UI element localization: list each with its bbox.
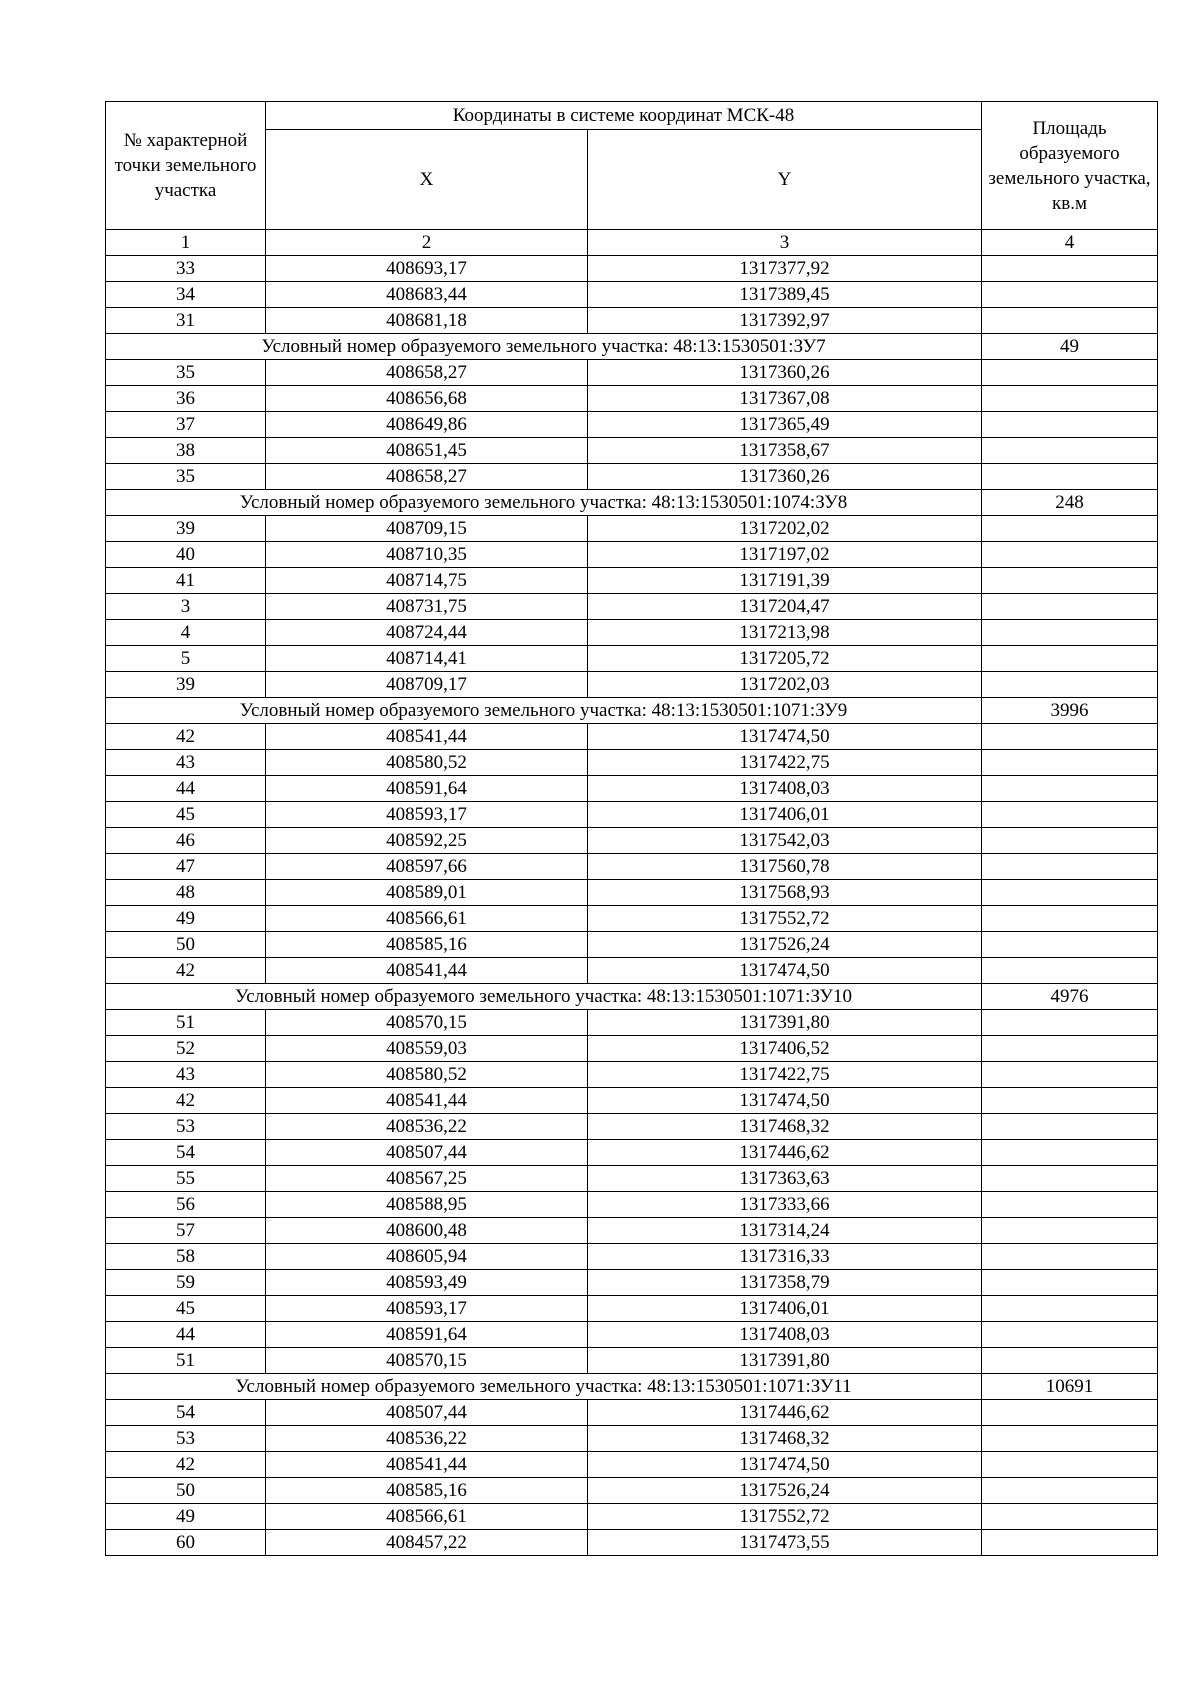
point-number-cell: 50	[106, 932, 266, 958]
x-coordinate-cell: 408681,18	[266, 308, 588, 334]
point-number-cell: 37	[106, 412, 266, 438]
area-cell	[982, 1322, 1158, 1348]
point-number-cell: 53	[106, 1114, 266, 1140]
area-cell	[982, 1088, 1158, 1114]
x-coordinate-cell: 408683,44	[266, 282, 588, 308]
table-row	[106, 1322, 1158, 1348]
table-row	[106, 776, 1158, 802]
x-coordinate-cell: 408559,03	[266, 1036, 588, 1062]
point-number-cell: 50	[106, 1478, 266, 1504]
table-row	[106, 1114, 1158, 1140]
y-coordinate-cell: 1317474,50	[588, 958, 982, 984]
area-cell	[982, 386, 1158, 412]
y-coordinate-cell: 1317446,62	[588, 1140, 982, 1166]
table-row	[106, 282, 1158, 308]
area-cell	[982, 932, 1158, 958]
table-row	[106, 1166, 1158, 1192]
y-coordinate-cell: 1317408,03	[588, 1322, 982, 1348]
y-coordinate-cell: 1317191,39	[588, 568, 982, 594]
y-coordinate-cell: 1317363,63	[588, 1166, 982, 1192]
x-coordinate-cell: 408580,52	[266, 1062, 588, 1088]
x-coordinate-cell: 408658,27	[266, 464, 588, 490]
point-number-cell: 39	[106, 516, 266, 542]
table-row	[106, 1010, 1158, 1036]
x-coordinate-cell: 408709,15	[266, 516, 588, 542]
point-number-cell: 46	[106, 828, 266, 854]
y-coordinate-cell: 1317204,47	[588, 594, 982, 620]
y-coordinate-cell: 1317406,52	[588, 1036, 982, 1062]
x-coordinate-cell: 408591,64	[266, 776, 588, 802]
table-row	[106, 1192, 1158, 1218]
area-cell	[982, 1270, 1158, 1296]
x-coordinate-cell: 408541,44	[266, 724, 588, 750]
table-row	[106, 360, 1158, 386]
table-row	[106, 750, 1158, 776]
area-cell	[982, 282, 1158, 308]
column-index: 1	[106, 230, 266, 256]
point-number-cell: 54	[106, 1140, 266, 1166]
table-row	[106, 542, 1158, 568]
parcel-section-row	[106, 490, 1158, 516]
y-coordinate-cell: 1317389,45	[588, 282, 982, 308]
x-coordinate-cell: 408593,49	[266, 1270, 588, 1296]
y-coordinate-cell: 1317552,72	[588, 1504, 982, 1530]
table-row	[106, 1062, 1158, 1088]
area-cell	[982, 1530, 1158, 1556]
y-coordinate-cell: 1317474,50	[588, 724, 982, 750]
x-coordinate-cell: 408536,22	[266, 1426, 588, 1452]
parcel-section-row	[106, 698, 1158, 724]
area-cell	[982, 1218, 1158, 1244]
parcel-section-row	[106, 334, 1158, 360]
table-row	[106, 958, 1158, 984]
area-cell	[982, 776, 1158, 802]
x-coordinate-cell: 408710,35	[266, 542, 588, 568]
table-row	[106, 412, 1158, 438]
area-cell	[982, 360, 1158, 386]
x-coordinate-cell: 408658,27	[266, 360, 588, 386]
parcel-cadastral-number: Условный номер образуемого земельного участка: 48:13:1530501:1074:ЗУ8	[106, 490, 982, 516]
area-cell	[982, 516, 1158, 542]
area-cell	[982, 594, 1158, 620]
x-coordinate-cell: 408597,66	[266, 854, 588, 880]
y-coordinate-cell: 1317473,55	[588, 1530, 982, 1556]
table-row	[106, 1088, 1158, 1114]
area-cell	[982, 1010, 1158, 1036]
x-coordinate-cell: 408457,22	[266, 1530, 588, 1556]
y-coordinate-cell: 1317446,62	[588, 1400, 982, 1426]
table-row	[106, 1530, 1158, 1556]
area-cell	[982, 1400, 1158, 1426]
point-number-cell: 53	[106, 1426, 266, 1452]
point-number-cell: 31	[106, 308, 266, 334]
x-coordinate-cell: 408656,68	[266, 386, 588, 412]
x-coordinate-cell: 408566,61	[266, 906, 588, 932]
table-row	[106, 438, 1158, 464]
point-number-cell: 43	[106, 750, 266, 776]
y-coordinate-cell: 1317360,26	[588, 464, 982, 490]
x-coordinate-cell: 408585,16	[266, 932, 588, 958]
parcel-section-row	[106, 984, 1158, 1010]
point-number-cell: 45	[106, 802, 266, 828]
y-coordinate-cell: 1317542,03	[588, 828, 982, 854]
header-y: Y	[588, 130, 982, 230]
area-cell	[982, 1478, 1158, 1504]
y-coordinate-cell: 1317408,03	[588, 776, 982, 802]
table-row	[106, 568, 1158, 594]
table-row	[106, 1270, 1158, 1296]
area-cell	[982, 958, 1158, 984]
parcel-area: 10691	[982, 1374, 1158, 1400]
point-number-cell: 42	[106, 1452, 266, 1478]
table-row	[106, 256, 1158, 282]
x-coordinate-cell: 408714,75	[266, 568, 588, 594]
x-coordinate-cell: 408605,94	[266, 1244, 588, 1270]
header-coordinates: Координаты в системе координат МСК-48	[266, 102, 982, 130]
x-coordinate-cell: 408536,22	[266, 1114, 588, 1140]
y-coordinate-cell: 1317205,72	[588, 646, 982, 672]
point-number-cell: 35	[106, 360, 266, 386]
area-cell	[982, 568, 1158, 594]
table-row	[106, 620, 1158, 646]
point-number-cell: 60	[106, 1530, 266, 1556]
point-number-cell: 56	[106, 1192, 266, 1218]
header-point-number: № характерной точки земельного участка	[106, 102, 266, 230]
x-coordinate-cell: 408731,75	[266, 594, 588, 620]
area-cell	[982, 828, 1158, 854]
table-row	[106, 1348, 1158, 1374]
table-row	[106, 646, 1158, 672]
x-coordinate-cell: 408580,52	[266, 750, 588, 776]
point-number-cell: 5	[106, 646, 266, 672]
table-row	[106, 880, 1158, 906]
y-coordinate-cell: 1317367,08	[588, 386, 982, 412]
area-cell	[982, 1166, 1158, 1192]
parcel-area: 49	[982, 334, 1158, 360]
area-cell	[982, 672, 1158, 698]
area-cell	[982, 308, 1158, 334]
y-coordinate-cell: 1317360,26	[588, 360, 982, 386]
area-cell	[982, 1036, 1158, 1062]
x-coordinate-cell: 408567,25	[266, 1166, 588, 1192]
x-coordinate-cell: 408589,01	[266, 880, 588, 906]
area-cell	[982, 1296, 1158, 1322]
point-number-cell: 54	[106, 1400, 266, 1426]
table-row	[106, 1452, 1158, 1478]
table-row	[106, 1504, 1158, 1530]
point-number-cell: 42	[106, 1088, 266, 1114]
point-number-cell: 34	[106, 282, 266, 308]
y-coordinate-cell: 1317197,02	[588, 542, 982, 568]
parcel-section-row	[106, 1374, 1158, 1400]
parcel-cadastral-number: Условный номер образуемого земельного участка: 48:13:1530501:1071:ЗУ10	[106, 984, 982, 1010]
x-coordinate-cell: 408593,17	[266, 802, 588, 828]
table-row	[106, 386, 1158, 412]
y-coordinate-cell: 1317202,02	[588, 516, 982, 542]
y-coordinate-cell: 1317358,67	[588, 438, 982, 464]
area-cell	[982, 1114, 1158, 1140]
y-coordinate-cell: 1317474,50	[588, 1452, 982, 1478]
area-cell	[982, 464, 1158, 490]
area-cell	[982, 906, 1158, 932]
x-coordinate-cell: 408541,44	[266, 958, 588, 984]
table-row	[106, 1036, 1158, 1062]
point-number-cell: 33	[106, 256, 266, 282]
point-number-cell: 52	[106, 1036, 266, 1062]
table-row	[106, 802, 1158, 828]
table-row	[106, 932, 1158, 958]
x-coordinate-cell: 408693,17	[266, 256, 588, 282]
point-number-cell: 35	[106, 464, 266, 490]
point-number-cell: 42	[106, 958, 266, 984]
point-number-cell: 55	[106, 1166, 266, 1192]
point-number-cell: 58	[106, 1244, 266, 1270]
x-coordinate-cell: 408541,44	[266, 1088, 588, 1114]
parcel-area: 248	[982, 490, 1158, 516]
table-row	[106, 1244, 1158, 1270]
table-row	[106, 594, 1158, 620]
table-row	[106, 672, 1158, 698]
y-coordinate-cell: 1317474,50	[588, 1088, 982, 1114]
table-row	[106, 516, 1158, 542]
x-coordinate-cell: 408585,16	[266, 1478, 588, 1504]
y-coordinate-cell: 1317526,24	[588, 932, 982, 958]
table-row	[106, 854, 1158, 880]
table-row	[106, 906, 1158, 932]
point-number-cell: 43	[106, 1062, 266, 1088]
area-cell	[982, 438, 1158, 464]
area-cell	[982, 256, 1158, 282]
point-number-cell: 42	[106, 724, 266, 750]
y-coordinate-cell: 1317316,33	[588, 1244, 982, 1270]
y-coordinate-cell: 1317568,93	[588, 880, 982, 906]
header-x: X	[266, 130, 588, 230]
column-index: 3	[588, 230, 982, 256]
table-row	[106, 724, 1158, 750]
area-cell	[982, 1426, 1158, 1452]
y-coordinate-cell: 1317377,92	[588, 256, 982, 282]
y-coordinate-cell: 1317406,01	[588, 802, 982, 828]
table-row	[106, 1426, 1158, 1452]
parcel-cadastral-number: Условный номер образуемого земельного участка: 48:13:1530501:1071:ЗУ11	[106, 1374, 982, 1400]
point-number-cell: 3	[106, 594, 266, 620]
table-row	[106, 464, 1158, 490]
area-cell	[982, 854, 1158, 880]
point-number-cell: 51	[106, 1010, 266, 1036]
x-coordinate-cell: 408507,44	[266, 1140, 588, 1166]
y-coordinate-cell: 1317526,24	[588, 1478, 982, 1504]
area-cell	[982, 620, 1158, 646]
point-number-cell: 4	[106, 620, 266, 646]
point-number-cell: 45	[106, 1296, 266, 1322]
area-cell	[982, 724, 1158, 750]
x-coordinate-cell: 408714,41	[266, 646, 588, 672]
y-coordinate-cell: 1317392,97	[588, 308, 982, 334]
x-coordinate-cell: 408593,17	[266, 1296, 588, 1322]
parcel-cadastral-number: Условный номер образуемого земельного участка: 48:13:1530501:1071:ЗУ9	[106, 698, 982, 724]
x-coordinate-cell: 408541,44	[266, 1452, 588, 1478]
table-row	[106, 308, 1158, 334]
area-cell	[982, 646, 1158, 672]
x-coordinate-cell: 408570,15	[266, 1010, 588, 1036]
parcel-area: 3996	[982, 698, 1158, 724]
point-number-cell: 48	[106, 880, 266, 906]
y-coordinate-cell: 1317391,80	[588, 1348, 982, 1374]
point-number-cell: 44	[106, 776, 266, 802]
y-coordinate-cell: 1317552,72	[588, 906, 982, 932]
y-coordinate-cell: 1317422,75	[588, 1062, 982, 1088]
y-coordinate-cell: 1317333,66	[588, 1192, 982, 1218]
area-cell	[982, 1452, 1158, 1478]
x-coordinate-cell: 408570,15	[266, 1348, 588, 1374]
y-coordinate-cell: 1317365,49	[588, 412, 982, 438]
x-coordinate-cell: 408651,45	[266, 438, 588, 464]
point-number-cell: 49	[106, 906, 266, 932]
point-number-cell: 41	[106, 568, 266, 594]
table-row	[106, 828, 1158, 854]
x-coordinate-cell: 408588,95	[266, 1192, 588, 1218]
area-cell	[982, 1062, 1158, 1088]
y-coordinate-cell: 1317314,24	[588, 1218, 982, 1244]
y-coordinate-cell: 1317468,32	[588, 1114, 982, 1140]
y-coordinate-cell: 1317213,98	[588, 620, 982, 646]
area-cell	[982, 1504, 1158, 1530]
x-coordinate-cell: 408566,61	[266, 1504, 588, 1530]
point-number-cell: 51	[106, 1348, 266, 1374]
point-number-cell: 39	[106, 672, 266, 698]
area-cell	[982, 542, 1158, 568]
point-number-cell: 57	[106, 1218, 266, 1244]
area-cell	[982, 1140, 1158, 1166]
column-index: 4	[982, 230, 1158, 256]
y-coordinate-cell: 1317468,32	[588, 1426, 982, 1452]
y-coordinate-cell: 1317202,03	[588, 672, 982, 698]
y-coordinate-cell: 1317391,80	[588, 1010, 982, 1036]
area-cell	[982, 1192, 1158, 1218]
coordinates-table	[105, 101, 1158, 1556]
point-number-cell: 38	[106, 438, 266, 464]
column-index: 2	[266, 230, 588, 256]
parcel-cadastral-number: Условный номер образуемого земельного участка: 48:13:1530501:ЗУ7	[106, 334, 982, 360]
point-number-cell: 36	[106, 386, 266, 412]
x-coordinate-cell: 408592,25	[266, 828, 588, 854]
area-cell	[982, 750, 1158, 776]
area-cell	[982, 802, 1158, 828]
point-number-cell: 40	[106, 542, 266, 568]
area-cell	[982, 412, 1158, 438]
x-coordinate-cell: 408724,44	[266, 620, 588, 646]
point-number-cell: 59	[106, 1270, 266, 1296]
point-number-cell: 47	[106, 854, 266, 880]
y-coordinate-cell: 1317422,75	[588, 750, 982, 776]
table-row	[106, 1218, 1158, 1244]
table-row	[106, 1140, 1158, 1166]
x-coordinate-cell: 408709,17	[266, 672, 588, 698]
x-coordinate-cell: 408649,86	[266, 412, 588, 438]
point-number-cell: 49	[106, 1504, 266, 1530]
table-row	[106, 1478, 1158, 1504]
y-coordinate-cell: 1317358,79	[588, 1270, 982, 1296]
header-area: Площадь образуемого земельного участка, кв.м	[982, 102, 1158, 230]
parcel-area: 4976	[982, 984, 1158, 1010]
point-number-cell: 44	[106, 1322, 266, 1348]
x-coordinate-cell: 408591,64	[266, 1322, 588, 1348]
y-coordinate-cell: 1317560,78	[588, 854, 982, 880]
area-cell	[982, 1244, 1158, 1270]
x-coordinate-cell: 408507,44	[266, 1400, 588, 1426]
table-row	[106, 1296, 1158, 1322]
y-coordinate-cell: 1317406,01	[588, 1296, 982, 1322]
x-coordinate-cell: 408600,48	[266, 1218, 588, 1244]
area-cell	[982, 1348, 1158, 1374]
table-row	[106, 1400, 1158, 1426]
area-cell	[982, 880, 1158, 906]
